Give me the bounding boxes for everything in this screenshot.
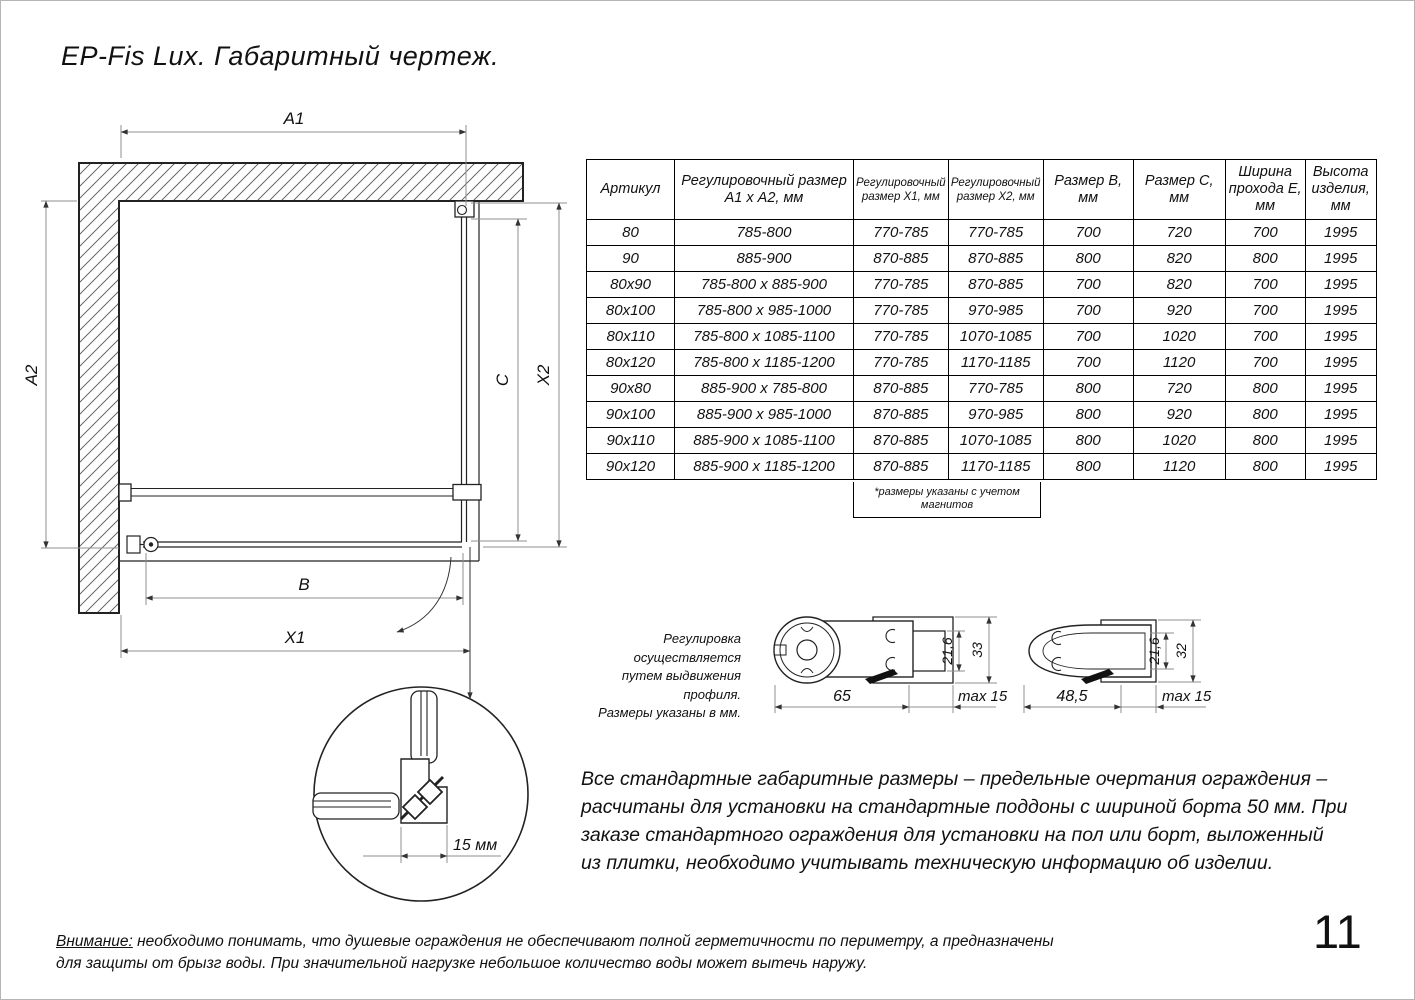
table-row	[587, 402, 1377, 428]
table-cell: 90	[587, 246, 675, 272]
detail-dim-label: 15 мм	[453, 837, 498, 854]
table-cell: 785-800 х 1085-1100	[675, 324, 854, 350]
table-cell: 700	[1225, 272, 1305, 298]
adjustment-note-line: Размеры указаны в мм.	[598, 705, 741, 720]
table-cell: 90х100	[587, 402, 675, 428]
col-header-article: Артикул	[587, 160, 675, 220]
table-cell: 1995	[1305, 376, 1376, 402]
paragraph-line: из плитки, необходимо учитывать техническую информацию об изделии.	[581, 852, 1274, 874]
table-row	[587, 272, 1377, 298]
door-hinge	[127, 536, 140, 553]
table-cell: 800	[1043, 246, 1133, 272]
col-header-b: Размер В, мм	[1043, 160, 1133, 220]
table-cell: 90х80	[587, 376, 675, 402]
table-cell: 770-785	[854, 272, 949, 298]
table-cell: 770-785	[948, 220, 1043, 246]
table-cell: 770-785	[854, 350, 949, 376]
table-cell: 920	[1133, 402, 1225, 428]
table-cell: 720	[1133, 376, 1225, 402]
table-cell: 1170-1185	[948, 350, 1043, 376]
table-cell: 1995	[1305, 272, 1376, 298]
table-cell: 885-900 х 1185-1200	[675, 454, 854, 480]
col-header-x1: Регулировочный размер Х1, мм	[854, 160, 949, 220]
table-cell: 770-785	[854, 220, 949, 246]
warning-text-2: для защиты от брызг воды. При значительной нагрузке небольшое количество воды может вытечь наружу.	[56, 955, 868, 972]
table-cell: 700	[1043, 324, 1133, 350]
table-cell: 1995	[1305, 324, 1376, 350]
table-cell: 800	[1043, 428, 1133, 454]
towel-bar	[119, 484, 481, 501]
table-cell: 700	[1043, 220, 1133, 246]
col-header-a1a2: Регулировочный размер А1 х А2, мм	[675, 160, 854, 220]
profile-right-width-label: 48,5	[1056, 688, 1088, 705]
dim-label-x2: X2	[534, 364, 553, 386]
paragraph-line: расчитаны для установки на стандартные поддоны с шириной борта 50 мм. При	[581, 796, 1348, 818]
warning-line	[56, 931, 1096, 953]
col-header-x2: Регулировочный размер Х2, мм	[948, 160, 1043, 220]
page-number: 11	[1313, 905, 1362, 958]
col-header-e: Ширина прохода Е, мм	[1225, 160, 1305, 220]
profile-section-left	[774, 617, 1008, 713]
table-cell: 870-885	[948, 246, 1043, 272]
paragraph-line: заказе стандартного ограждения для установки на пол или борт, выложенный	[581, 824, 1324, 846]
table-cell: 785-800 х 885-900	[675, 272, 854, 298]
table-cell: 80х120	[587, 350, 675, 376]
table-cell: 1120	[1133, 350, 1225, 376]
table-row	[587, 428, 1377, 454]
table-cell: 700	[1043, 298, 1133, 324]
table-cell: 870-885	[854, 402, 949, 428]
warning-label: Внимание:	[56, 933, 133, 950]
adjustment-note-line: путем выдвижения профиля.	[621, 668, 741, 702]
table-cell: 800	[1225, 376, 1305, 402]
table-cell: 1020	[1133, 428, 1225, 454]
table-cell: 1120	[1133, 454, 1225, 480]
table-row	[587, 324, 1377, 350]
profile-left-inner-label: 21,6	[939, 637, 955, 665]
enclosure-plan-drawing	[1, 1, 586, 1000]
table-footnote: *размеры указаны с учетом магнитов	[853, 482, 1041, 518]
table-cell: 1995	[1305, 428, 1376, 454]
profile-right-extension-label: max 15	[1162, 688, 1212, 705]
warning-text-1: необходимо понимать, что душевые ограждения не обеспечивают полной герметичности по периметру, а предназначены	[132, 933, 1054, 950]
table-cell: 1070-1085	[948, 324, 1043, 350]
dim-label-c: C	[493, 373, 512, 387]
table-cell: 1995	[1305, 246, 1376, 272]
table-cell: 800	[1043, 402, 1133, 428]
table-cell: 1020	[1133, 324, 1225, 350]
table-cell: 720	[1133, 220, 1225, 246]
table-cell: 785-800	[675, 220, 854, 246]
table-cell: 970-985	[948, 402, 1043, 428]
table-cell: 700	[1225, 324, 1305, 350]
table-cell: 700	[1043, 272, 1133, 298]
table-cell: 870-885	[854, 428, 949, 454]
table-cell: 1995	[1305, 350, 1376, 376]
table-cell: 770-785	[854, 324, 949, 350]
table-cell: 870-885	[948, 272, 1043, 298]
profile-section-right	[1024, 620, 1212, 713]
table-cell: 1995	[1305, 298, 1376, 324]
table-cell: 1170-1185	[948, 454, 1043, 480]
table-cell: 885-900 х 785-800	[675, 376, 854, 402]
table-row	[587, 246, 1377, 272]
dim-label-x1: X1	[284, 628, 306, 647]
table-cell: 970-985	[948, 298, 1043, 324]
profile-right-outer-label: 32	[1173, 643, 1189, 659]
table-cell: 1995	[1305, 454, 1376, 480]
table-cell: 870-885	[854, 376, 949, 402]
profile-left-outer-label: 33	[969, 642, 985, 658]
table-cell: 785-800 х 985-1000	[675, 298, 854, 324]
table-cell: 90х110	[587, 428, 675, 454]
table-cell: 1070-1085	[948, 428, 1043, 454]
table-cell: 1995	[1305, 220, 1376, 246]
table-cell: 870-885	[854, 454, 949, 480]
profile-sections-drawing	[561, 589, 1261, 741]
table-cell: 870-885	[854, 246, 949, 272]
table-cell: 90х120	[587, 454, 675, 480]
table-cell: 800	[1043, 454, 1133, 480]
table-cell: 800	[1225, 428, 1305, 454]
table-cell: 885-900 х 985-1000	[675, 402, 854, 428]
profile-right-inner-label: 21,6	[1146, 637, 1162, 665]
dim-label-a2: A2	[22, 364, 41, 386]
enclosure-glass	[119, 201, 481, 561]
size-table	[586, 159, 1377, 480]
table-cell: 80х100	[587, 298, 675, 324]
table-cell: 770-785	[948, 376, 1043, 402]
table-row	[587, 220, 1377, 246]
profile-left-width-label: 65	[833, 688, 851, 705]
corner-detail-view	[313, 547, 528, 901]
warning-note	[56, 931, 1096, 975]
col-header-height: Высота изделия, мм	[1305, 160, 1376, 220]
page-title: EP-Fis Lux. Габаритный чертеж.	[61, 41, 500, 71]
table-cell: 920	[1133, 298, 1225, 324]
table-cell: 820	[1133, 246, 1225, 272]
dim-label-b: B	[298, 575, 310, 594]
table-cell: 785-800 х 1185-1200	[675, 350, 854, 376]
table-cell: 700	[1043, 350, 1133, 376]
table-cell: 770-785	[854, 298, 949, 324]
table-row	[587, 298, 1377, 324]
table-cell: 800	[1043, 376, 1133, 402]
table-cell: 885-900	[675, 246, 854, 272]
table-cell: 800	[1225, 454, 1305, 480]
paragraph-line: Все стандартные габаритные размеры – предельные очертания ограждения –	[581, 768, 1328, 790]
table-cell: 1995	[1305, 402, 1376, 428]
table-cell: 885-900 х 1085-1100	[675, 428, 854, 454]
table-cell: 700	[1225, 298, 1305, 324]
col-header-c: Размер С, мм	[1133, 160, 1225, 220]
adjustment-note-line: Регулировка осуществляется	[633, 631, 741, 665]
table-row	[587, 350, 1377, 376]
table-cell: 800	[1225, 246, 1305, 272]
table-cell: 800	[1225, 402, 1305, 428]
table-cell: 820	[1133, 272, 1225, 298]
table-cell: 700	[1225, 220, 1305, 246]
standard-sizes-paragraph	[581, 765, 1371, 877]
table-cell: 80	[587, 220, 675, 246]
table-cell: 700	[1225, 350, 1305, 376]
table-cell: 80х110	[587, 324, 675, 350]
table-row	[587, 454, 1377, 480]
door-swing-arc	[397, 557, 451, 632]
profile-left-extension-label: max 15	[958, 688, 1008, 705]
size-table-body	[587, 220, 1377, 480]
dim-label-a1: A1	[283, 109, 305, 128]
table-row	[587, 376, 1377, 402]
table-header-row	[587, 160, 1377, 220]
table-cell: 80х90	[587, 272, 675, 298]
